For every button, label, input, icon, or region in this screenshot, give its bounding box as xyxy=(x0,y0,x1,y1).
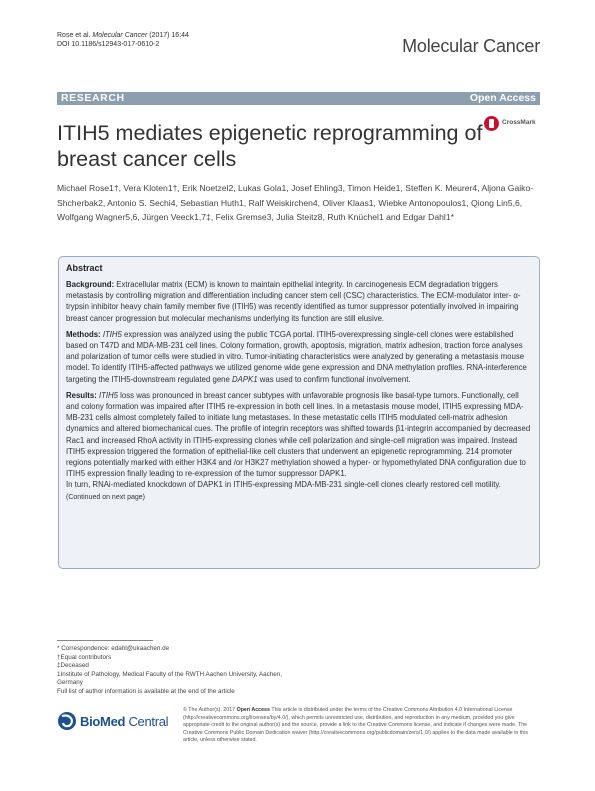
methods-text: expression was analyzed using the public TCGA portal. ITIH5-overexpressing single-cell clones were established based on T47D and MDA-MB-231 cell lines. Colony formation, growth, apoptosis, migration, matrix adhesion, traction force analyses and polarization of tumor cells were studied in vitro. Tumor-initiating characteristics were analyzed by generating a metastasis mouse model. To identify ITIH5-affected pathways we utilized genome wide gene expression and DNA methylation profiles. RNA-interference targeting the ITIH5-downstream regulated gene xyxy=(66,329,527,384)
background-text: Extracellular matrix (ECM) is known to maintain epithelial integrity. In carcinogenesis ECM degradation triggers metastasis by controlling migration and differentiation including cancer stem cell (CSC) characteristics. The ECM-modulator inter- α-trypsin inhibitor heavy chain family member five (ITIH5) was recently identified as tumor suppressor potentially involved in impairing breast cancer progression but molecular mechanisms underlying its function are still elusive. xyxy=(66,280,521,323)
biomed-central-wordmark xyxy=(80,714,168,729)
license-body: This article is distributed under the terms of the Creative Commons Attribution 4.0 International License (http://creativecommons.org/licenses/by/4.0/), which permits unrestricted use, distribution, and reproduction in any medium, provided you give appropriate credit to the original author(s) and the source, provide a link to the Creative Commons license, and indicate if changes were made. The Creative Commons Public Domain Dedication waiver (http://creativecommons.org/publicdomain/zero/1.0/) applies to the data made available in this article, unless otherwise stated. xyxy=(183,707,529,744)
results-label: Results: xyxy=(66,390,97,400)
abstract-box xyxy=(58,256,540,569)
wordmark-rest: Central xyxy=(125,714,169,729)
crossmark-icon xyxy=(484,116,499,131)
citation-authors: Rose et al. xyxy=(57,32,93,39)
license-open-access: Open Access xyxy=(236,707,270,713)
methods-label: Methods: xyxy=(66,329,101,339)
citation-journal: Molecular Cancer xyxy=(92,32,148,39)
author-list: Michael Rose1†, Vera Kloten1†, Erik Noetzel2, Lukas Gola1, Josef Ehling3, Timon Heide1, Steffen K. Meurer4, Aljona Gaiko-Shcherbak2, Antonio S. Sechi4, Sebastian Huth1, Ralf Weiskirchen4, Oliver Klaas1, Wiebke Antonopoulos1, Qiong Lin5,6, Wolfgang Wagner5,6, Jürgen Veeck1,7‡, Felix Gremse3, Julia Steitz8, Ruth Knüchel1 and Edgar Dahl1* xyxy=(57,183,534,222)
affiliation: 1Institute of Pathology, Medical Faculty of the RWTH Aachen University, Aachen, Germany xyxy=(57,670,283,687)
results-text-2: In turn, RNAi-mediated knockdown of DAPK1 in ITIH5-expressing MDA-MB-231 single-cell clones clearly restored cell motility. xyxy=(66,480,501,490)
abstract-methods xyxy=(66,329,532,385)
license-lead: © The Author(s). 2017 xyxy=(183,707,237,713)
biomed-central-swirl-icon xyxy=(57,710,77,732)
license-text xyxy=(183,707,541,745)
continued-note: (Continued on next page) xyxy=(66,493,145,501)
citation-line xyxy=(57,31,189,40)
methods-text-end: was used to confirm functional involvement. xyxy=(257,374,411,384)
results-gene: ITIH5 xyxy=(98,390,118,400)
results-text: loss was pronounced in breast cancer subtypes with unfavorable prognosis like basal-type tumors. Functionally, cell and colony formation was impaired after ITIH5 re-expression in both cell lines. In a metastasis mouse model, ITIH5 expressing MDA-MB-231 cells almost completely failed to initiate lung metastases. In these metastatic cells ITIH5 modulated cell-matrix adhesion dynamics and altered biomechanical cues. The profile of integrin receptors was shifted towards β1-integrin accompanied by decreased Rac1 and increased RhoA activity in ITIH5-expressing clones while cell polarization and single-cell migration was impaired. Instead ITIH5 expression triggered the formation of epithelial-like cell clusters that underwent an epigenetic reprogramming. 214 promoter regions potentially marked with either H3K4 and /or H3K27 methylation showed a hyper- or hypomethylated DNA configuration due to ITIH5 expression finally leading to re-expression of the tumor suppressor DAPK1. xyxy=(66,390,531,479)
methods-gene: ITIH5 xyxy=(102,329,122,339)
abstract-heading: Abstract xyxy=(66,263,103,273)
footnote-rule xyxy=(57,640,153,641)
article-title: ITIH5 mediates epigenetic reprogramming of breast cancer cells xyxy=(57,121,483,171)
running-header xyxy=(57,31,189,49)
open-access-label: Open Access xyxy=(469,92,536,104)
doi[interactable]: DOI 10.1186/s12943-017-0610-2 xyxy=(57,41,160,48)
methods-gene-2: DAPK1 xyxy=(232,374,258,384)
equal-contributors: †Equal contributors xyxy=(57,653,112,661)
background-label: Background: xyxy=(66,280,115,289)
footnotes xyxy=(57,645,287,697)
correspondence[interactable]: * Correspondence: edahl@ukaachen.de xyxy=(57,645,170,652)
abstract-background xyxy=(66,279,532,324)
citation-issue: (2017) 16:44 xyxy=(147,32,189,39)
section-bar xyxy=(57,92,540,105)
author-info-note: Full list of author information is available at the end of the article xyxy=(57,687,235,695)
deceased-note: ‡Deceased xyxy=(57,662,89,670)
crossmark-badge[interactable] xyxy=(484,116,544,132)
journal-name: Molecular Cancer xyxy=(402,36,540,56)
biomed-central-logo[interactable] xyxy=(57,710,167,734)
article-type: RESEARCH xyxy=(61,92,125,104)
wordmark-bold: BioMed xyxy=(80,714,126,729)
abstract-results xyxy=(66,390,532,491)
crossmark-label: CrossMark xyxy=(502,119,536,126)
